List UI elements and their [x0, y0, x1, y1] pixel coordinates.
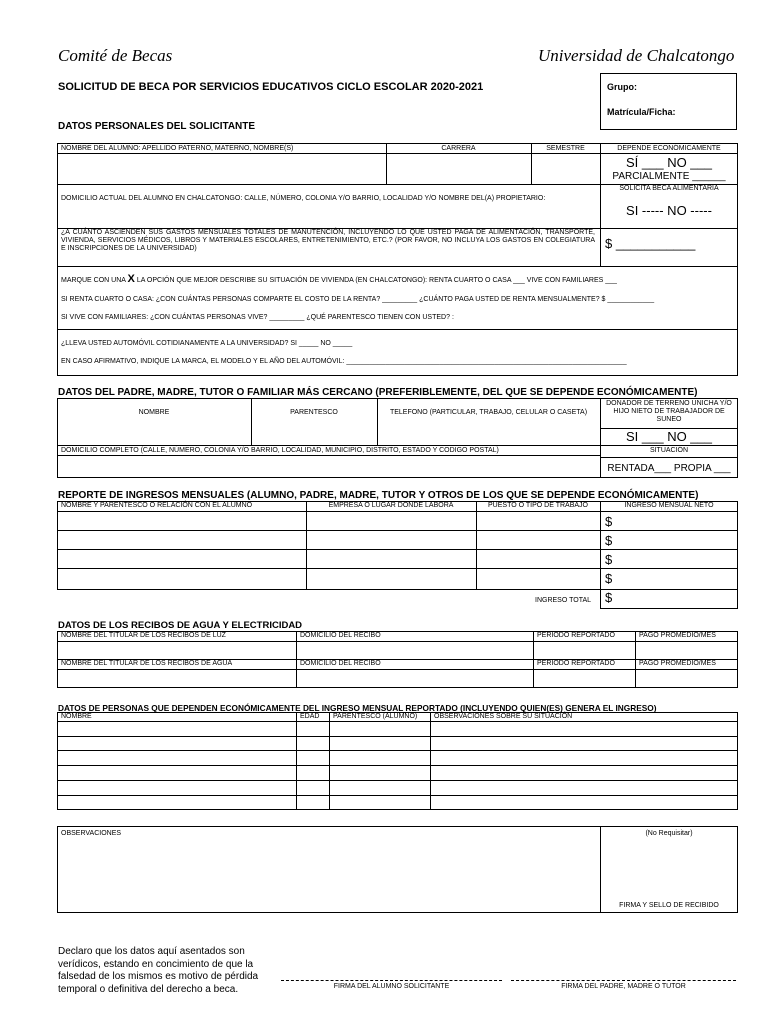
col-income-name: NOMBRE Y PARENTESCO O RELACIÓN CON EL ALUMNO	[61, 502, 253, 509]
student-signature-line[interactable]	[281, 980, 502, 981]
declaration-text: Declaro que los datos aquí asentados son verídicos, estando en concimiento de que la falsedad de los mismos es motivo de pérdida temporal o definitiva del derecho a beca.	[58, 946, 259, 995]
parent-address-label: DOMICILIO COMPLETO (CALLE, NÚMERO, COLONIA Y/O BARRIO, LOCALIDAD, MUNICIPIO, DISTRITO, ESTADO Y CODIGO POSTAL)	[61, 447, 499, 454]
col-dep-age: EDAD	[300, 713, 320, 720]
car-detail-question: EN CASO AFIRMATIVO, INDIQUE LA MARCA, EL MODELO Y EL AÑO DEL AUTOMÓVIL: ________________________________________________________________________	[61, 358, 627, 365]
income-dollar: $	[605, 514, 613, 529]
situation-label: SITUACIÓN	[649, 447, 689, 454]
total-income-box[interactable]	[600, 589, 738, 609]
col-career: CARRERA	[441, 145, 476, 152]
light-period-label: PERIODO REPORTADO	[537, 632, 615, 639]
water-address-label: DOMICILIO DEL RECIBO	[300, 660, 381, 667]
col-parent-phone: TELEFONO (PARTICULAR, TRABAJO, CELULAR O CASETA)	[389, 409, 588, 416]
col-parent-name: NOMBRE	[138, 409, 170, 416]
no-required-label: (No Requisitar)	[645, 830, 693, 837]
col-dep-notes: OBSERVACIONES SOBRE SU SITUACIÓN	[434, 713, 573, 720]
expenses-amount[interactable]: $ ___________	[605, 236, 696, 251]
address-label: DOMICILIO ACTUAL DEL ALUMNO EN CHALCATONGO: CALLE, NÚMERO, COLONIA Y/O BARRIO, LOCALIDAD Y/O NOMBRE DEL(A) PROPIETARIO:	[61, 195, 546, 202]
personal-heading: DATOS PERSONALES DEL SOLICITANTE	[58, 121, 256, 132]
income-dollar: $	[605, 552, 613, 567]
income-table	[57, 501, 738, 590]
id-label: Matrícula/Ficha:	[607, 107, 676, 117]
expenses-question: ¿A CUÁNTO ASCIENDEN SUS GASTOS MENSUALES TOTALES DE MANUTENCIÓN, INCLUYENDO LO QUE USTED PAGA DE ALIMENTACIÓN, TRANSPORTE, VIVIENDA, SERVICIOS MÉDICOS, LIBROS Y MATERIALES ESCOLARES, ENTRETENIMIENTO, ETC.? (POR FAVOR, NO INCLUYA LOS GASTOS EN COLEGIATURA E INSCRIPCIONES DE LA UNIVERSIDAD)	[61, 229, 595, 252]
col-dep-name: NOMBRE	[61, 713, 92, 720]
col-student-name: NOMBRE DEL ALUMNO: APELLIDO PATERNO, MATERNO, NOMBRE(S)	[61, 145, 294, 152]
car-question: ¿LLEVA USTED AUTOMÓVIL COTIDIANAMENTE A LA UNIVERSIDAD? SI _____ NO _____	[61, 340, 353, 347]
housing-question	[61, 275, 741, 285]
receipts-heading: DATOS DE LOS RECIBOS DE AGUA Y ELECTRICIDAD	[58, 620, 303, 631]
water-avg-label: PAGO PROMEDIO/MES	[639, 660, 716, 667]
col-parent-relation: PARENTESCO	[290, 409, 338, 416]
light-address-label: DOMICILIO DEL RECIBO	[300, 632, 381, 639]
water-period-label: PERIODO REPORTADO	[537, 660, 615, 667]
parent-heading: DATOS DEL PADRE, MADRE, TUTOR O FAMILIAR MÁS CERCANO (PREFERIBLEMENTE, DEL QUE SE DEPENDE ECONÓMICAMENTE)	[58, 387, 698, 398]
income-dollar: $	[605, 533, 613, 548]
committee-name: Comité de Becas	[58, 46, 173, 65]
col-semester: SEMESTRE	[546, 145, 585, 152]
col-depends: DEPENDE ECONÓMICAMENTE	[617, 145, 721, 152]
situation-value[interactable]: RENTADA___ PROPIA ___	[607, 463, 731, 474]
group-box[interactable]	[600, 73, 737, 130]
dependents-heading: DATOS DE PERSONAS QUE DEPENDEN ECONÓMICAMENTE DEL INGRESO MENSUAL REPORTADO (INCLUYENDO QUIEN(ES) GENERA EL INGRESO)	[58, 703, 657, 713]
mark-pre: MARQUE CON UNA	[61, 277, 126, 284]
depends-yes-no[interactable]: SÍ ___ NO ___	[626, 155, 712, 170]
depends-partial[interactable]: PARCIALMENTE ______	[612, 171, 726, 182]
mark-x: X	[127, 273, 135, 285]
water-owner-label: NOMBRE DEL TITULAR DE LOS RECIBOS DE AGUA	[61, 660, 233, 667]
parent-signature-line[interactable]	[511, 980, 736, 981]
food-scholarship-label: SOLICITA BECA ALIMENTARIA	[619, 185, 719, 192]
food-yes-no[interactable]: SI ----- NO -----	[626, 203, 712, 218]
col-income-company: EMPRESA O LUGAR DONDE LABORA	[328, 502, 454, 509]
parent-signature-label: FIRMA DEL PADRE, MADRE O TUTOR	[561, 983, 686, 990]
student-signature-label: FIRMA DEL ALUMNO SOLICITANTE	[333, 983, 450, 990]
income-dollar: $	[605, 571, 613, 586]
mark-post: LA OPCIÓN QUE MEJOR DESCRIBE SU SITUACIÓN DE VIVIENDA (EN CHALCATONGO): RENTA CUARTO O CASA ___ VIVE CON FAMILIARES ___	[136, 277, 617, 284]
observations-label: OBSERVACIONES	[61, 830, 122, 837]
col-income-amount: INGRESO MENSUAL NETO	[624, 502, 714, 509]
group-label: Grupo:	[607, 82, 637, 92]
total-dollar: $	[605, 590, 613, 605]
total-income-label: INGRESO TOTAL	[535, 597, 592, 604]
col-dep-relation: PARENTESCO (ALUMNO)	[333, 713, 418, 720]
form-title: SOLICITUD DE BECA POR SERVICIOS EDUCATIVOS CICLO ESCOLAR 2020-2021	[58, 81, 484, 93]
observations-box[interactable]	[57, 826, 738, 913]
family-question: SI VIVE CON FAMILIARES: ¿CON CUÁNTAS PERSONAS VIVE? _________ ¿QUÉ PARENTESCO TIENEN CON USTED? :	[61, 314, 454, 321]
light-avg-label: PAGO PROMEDIO/MES	[639, 632, 716, 639]
light-owner-label: NOMBRE DEL TITULAR DE LOS RECIBOS DE LUZ	[61, 632, 226, 639]
col-income-position: PUESTO O TIPO DE TRABAJO	[488, 502, 588, 509]
university-name: Universidad de Chalcatongo	[538, 46, 735, 65]
rent-question: SI RENTA CUARTO O CASA: ¿CON CUÁNTAS PERSONAS COMPARTE EL COSTO DE LA RENTA? _________ ¿CUÁNTO PAGA USTED DE RENTA MENSUALMENTE? $ ____________	[61, 296, 655, 303]
col-donor: DONADOR DE TERRENO UNICHA Y/O HIJO NIETO DE TRABAJADOR DE SUNEO	[606, 400, 732, 423]
income-heading: REPORTE DE INGRESOS MENSUALES (ALUMNO, PADRE, MADRE, TUTOR Y OTROS DE LOS QUE SE DEPENDE ECONÓMICAMENTE)	[58, 490, 699, 501]
donor-yes-no[interactable]: SI ___ NO ___	[626, 429, 712, 444]
stamp-label: FIRMA Y SELLO DE RECIBIDO	[619, 902, 719, 909]
